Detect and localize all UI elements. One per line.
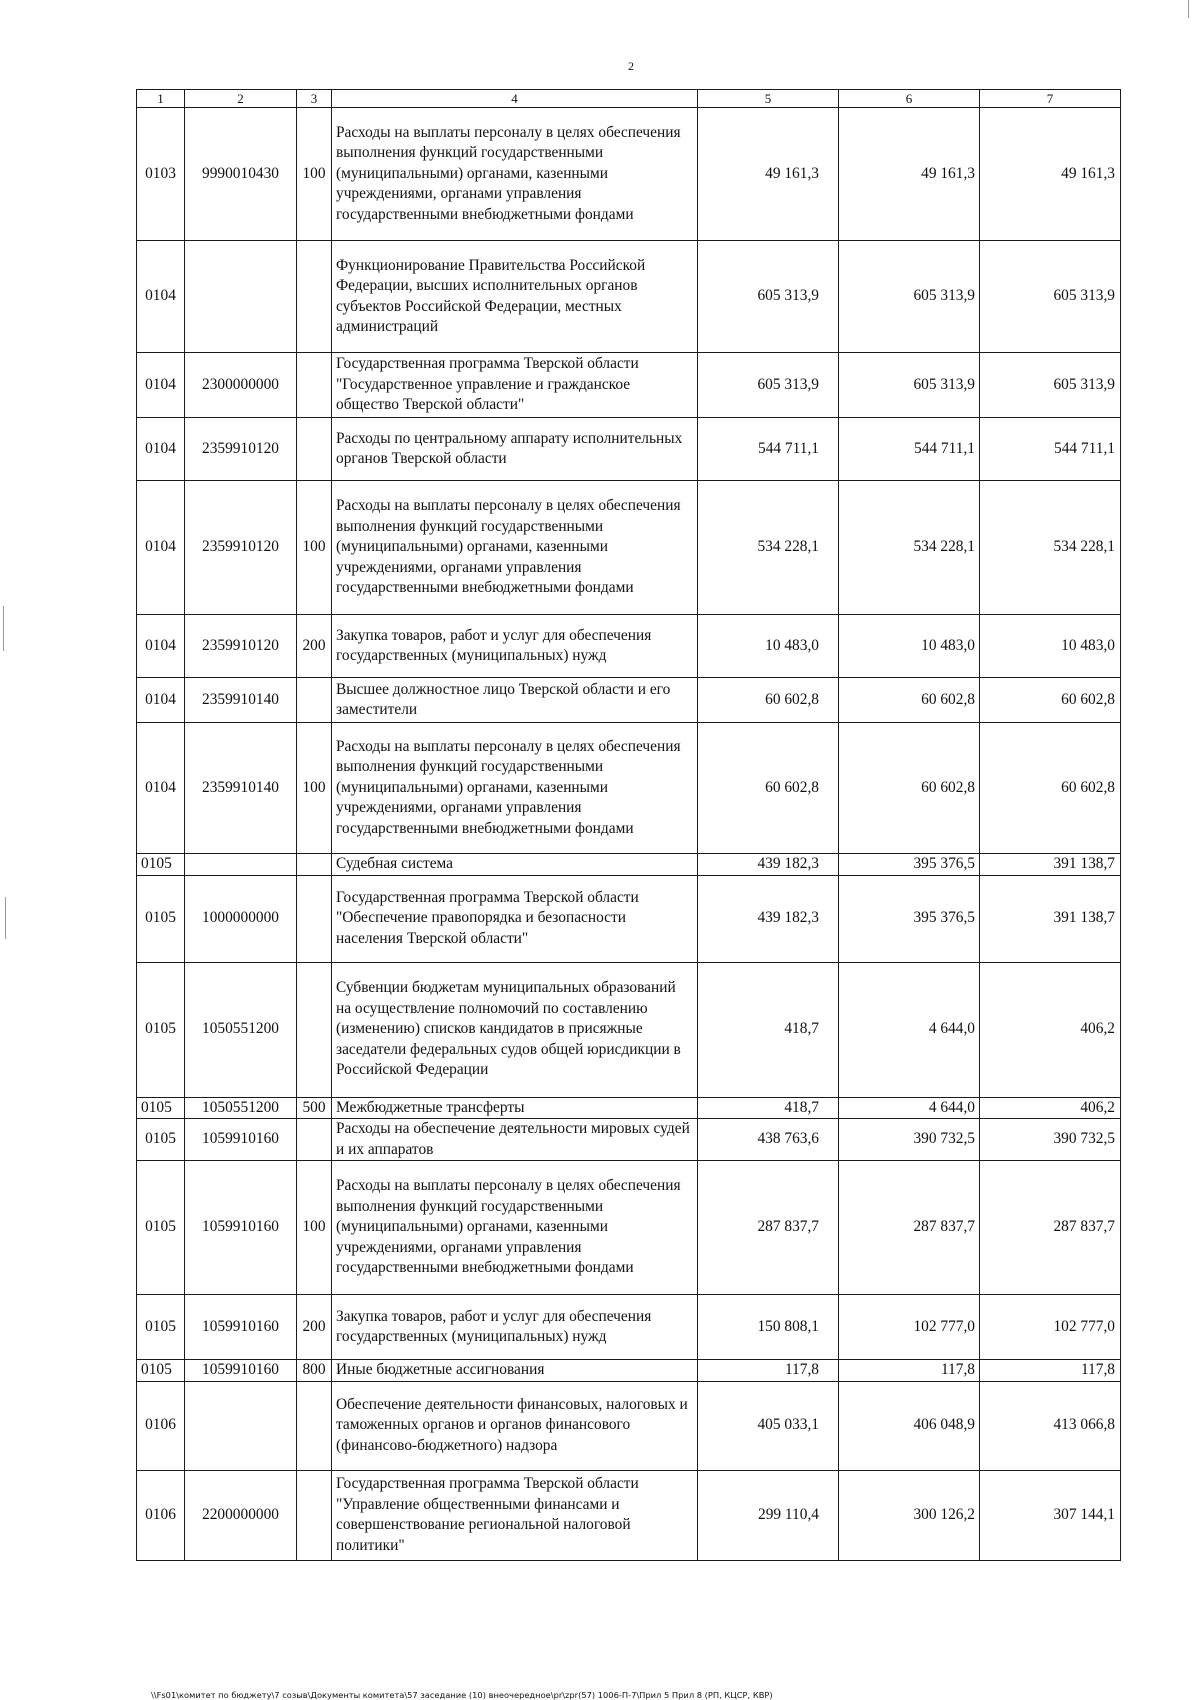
section-code: 0105: [137, 962, 185, 1097]
table-row: [137, 1161, 1121, 1295]
amount-column-7: 544 711,1: [980, 418, 1121, 481]
expense-type-code: 200: [297, 1295, 332, 1360]
target-article-code: 1059910160: [185, 1360, 297, 1382]
column-number-3: 3: [297, 90, 332, 108]
expense-type-code: [297, 854, 332, 876]
expense-type-code: 100: [297, 1161, 332, 1295]
section-code: 0103: [137, 108, 185, 241]
expense-type-code: [297, 1119, 332, 1161]
target-article-code: [185, 854, 297, 876]
amount-column-7: 391 138,7: [980, 854, 1121, 876]
amount-column-7: 287 837,7: [980, 1161, 1121, 1295]
table-row: [137, 1360, 1121, 1382]
section-code: 0104: [137, 481, 185, 615]
column-number-7: 7: [980, 90, 1121, 108]
target-article-code: [185, 1381, 297, 1470]
column-number-5: 5: [698, 90, 839, 108]
expense-type-code: [297, 241, 332, 353]
target-article-code: 2359910140: [185, 723, 297, 854]
amount-column-6: 605 313,9: [839, 353, 980, 418]
column-number-4: 4: [332, 90, 698, 108]
table-row: [137, 418, 1121, 481]
amount-column-6: 60 602,8: [839, 678, 980, 723]
amount-column-6: 390 732,5: [839, 1119, 980, 1161]
expense-type-code: 800: [297, 1360, 332, 1382]
amount-column-6: 102 777,0: [839, 1295, 980, 1360]
amount-column-5: 438 763,6: [698, 1119, 839, 1161]
amount-column-7: 49 161,3: [980, 108, 1121, 241]
target-article-code: 1059910160: [185, 1295, 297, 1360]
expense-name: Судебная система: [332, 854, 698, 876]
amount-column-7: 60 602,8: [980, 723, 1121, 854]
amount-column-6: 605 313,9: [839, 241, 980, 353]
amount-column-7: 307 144,1: [980, 1470, 1121, 1560]
scan-edge-mark: [1188, 0, 1189, 18]
table-row: [137, 678, 1121, 723]
target-article-code: 1059910160: [185, 1119, 297, 1161]
table-row: [137, 481, 1121, 615]
amount-column-5: 10 483,0: [698, 615, 839, 678]
amount-column-5: 418,7: [698, 1097, 839, 1119]
section-code: 0104: [137, 615, 185, 678]
target-article-code: 1059910160: [185, 1161, 297, 1295]
amount-column-6: 49 161,3: [839, 108, 980, 241]
column-number-row: [137, 90, 1121, 108]
table-row: [137, 875, 1121, 962]
amount-column-7: 534 228,1: [980, 481, 1121, 615]
amount-column-7: 605 313,9: [980, 353, 1121, 418]
section-code: 0105: [137, 1161, 185, 1295]
amount-column-6: 4 644,0: [839, 962, 980, 1097]
amount-column-6: 10 483,0: [839, 615, 980, 678]
scan-edge-mark: [3, 606, 4, 651]
page-number: 2: [628, 59, 634, 73]
amount-column-7: 117,8: [980, 1360, 1121, 1382]
target-article-code: 1050551200: [185, 962, 297, 1097]
amount-column-7: 605 313,9: [980, 241, 1121, 353]
section-code: 0104: [137, 241, 185, 353]
amount-column-5: 287 837,7: [698, 1161, 839, 1295]
scan-edge-mark: [5, 897, 6, 939]
table-row: [137, 723, 1121, 854]
target-article-code: 1000000000: [185, 875, 297, 962]
target-article-code: 9990010430: [185, 108, 297, 241]
table-row: [137, 108, 1121, 241]
table-row: [137, 353, 1121, 418]
amount-column-5: 418,7: [698, 962, 839, 1097]
expense-type-code: 100: [297, 481, 332, 615]
amount-column-6: 117,8: [839, 1360, 980, 1382]
column-number-6: 6: [839, 90, 980, 108]
section-code: 0104: [137, 353, 185, 418]
target-article-code: 1050551200: [185, 1097, 297, 1119]
amount-column-7: 406,2: [980, 1097, 1121, 1119]
section-code: 0105: [137, 1097, 185, 1119]
expense-name: Расходы по центральному аппарату исполнительных органов Тверской области: [332, 418, 698, 481]
amount-column-7: 102 777,0: [980, 1295, 1121, 1360]
expense-type-code: 200: [297, 615, 332, 678]
amount-column-7: 413 066,8: [980, 1381, 1121, 1470]
column-number-1: 1: [137, 90, 185, 108]
table-row: [137, 241, 1121, 353]
expense-type-code: [297, 418, 332, 481]
section-code: 0105: [137, 1360, 185, 1382]
expense-name: Расходы на выплаты персоналу в целях обеспечения выполнения функций государственными (муниципальными) органами, казенными учреждениями, органами управления государственными внебюджетными фондами: [332, 723, 698, 854]
amount-column-6: 395 376,5: [839, 854, 980, 876]
expense-name: Расходы на выплаты персоналу в целях обеспечения выполнения функций государственными (муниципальными) органами, казенными учреждениями, органами управления государственными внебюджетными фондами: [332, 1161, 698, 1295]
table-row: [137, 1381, 1121, 1470]
expense-type-code: 100: [297, 723, 332, 854]
target-article-code: 2300000000: [185, 353, 297, 418]
expense-name: Обеспечение деятельности финансовых, налоговых и таможенных органов и органов финансового (финансово-бюджетного) надзора: [332, 1381, 698, 1470]
amount-column-7: 60 602,8: [980, 678, 1121, 723]
section-code: 0105: [137, 875, 185, 962]
target-article-code: 2359910120: [185, 418, 297, 481]
amount-column-5: 49 161,3: [698, 108, 839, 241]
amount-column-7: 406,2: [980, 962, 1121, 1097]
expense-name: Функционирование Правительства Российской Федерации, высших исполнительных органов субъектов Российской Федерации, местных администраций: [332, 241, 698, 353]
file-path-footer: \\Fs01\комитет по бюджету\7 созыв\Документы комитета\57 заседание (10) внеочередное\pr\zpr(57) 1006-П-7\Прил 5 Прил 8 (РП, КЦСР, КВР): [151, 1690, 773, 1700]
amount-column-6: 60 602,8: [839, 723, 980, 854]
expense-type-code: [297, 678, 332, 723]
section-code: 0104: [137, 678, 185, 723]
table-row: [137, 615, 1121, 678]
amount-column-5: 534 228,1: [698, 481, 839, 615]
expense-name: Государственная программа Тверской области "Государственное управление и гражданское общество Тверской области": [332, 353, 698, 418]
expense-name: Расходы на выплаты персоналу в целях обеспечения выполнения функций государственными (муниципальными) органами, казенными учреждениями, органами управления государственными внебюджетными фондами: [332, 108, 698, 241]
section-code: 0106: [137, 1470, 185, 1560]
table-row: [137, 1295, 1121, 1360]
expense-name: Государственная программа Тверской области "Обеспечение правопорядка и безопасности населения Тверской области": [332, 875, 698, 962]
target-article-code: 2359910140: [185, 678, 297, 723]
section-code: 0105: [137, 1295, 185, 1360]
expense-type-code: [297, 875, 332, 962]
amount-column-6: 4 644,0: [839, 1097, 980, 1119]
expense-type-code: [297, 1470, 332, 1560]
section-code: 0104: [137, 723, 185, 854]
expense-name: Закупка товаров, работ и услуг для обеспечения государственных (муниципальных) нужд: [332, 615, 698, 678]
section-code: 0105: [137, 854, 185, 876]
amount-column-5: 439 182,3: [698, 854, 839, 876]
amount-column-5: 60 602,8: [698, 678, 839, 723]
amount-column-7: 391 138,7: [980, 875, 1121, 962]
amount-column-5: 439 182,3: [698, 875, 839, 962]
expense-name: Межбюджетные трансферты: [332, 1097, 698, 1119]
target-article-code: 2359910120: [185, 615, 297, 678]
section-code: 0104: [137, 418, 185, 481]
budget-table: [136, 89, 1121, 1561]
expense-name: Расходы на обеспечение деятельности мировых судей и их аппаратов: [332, 1119, 698, 1161]
amount-column-5: 605 313,9: [698, 353, 839, 418]
amount-column-5: 605 313,9: [698, 241, 839, 353]
table-row: [137, 1119, 1121, 1161]
amount-column-7: 390 732,5: [980, 1119, 1121, 1161]
amount-column-5: 117,8: [698, 1360, 839, 1382]
table-row: [137, 1097, 1121, 1119]
column-number-2: 2: [185, 90, 297, 108]
section-code: 0106: [137, 1381, 185, 1470]
amount-column-7: 10 483,0: [980, 615, 1121, 678]
table-row: [137, 962, 1121, 1097]
table-row: [137, 854, 1121, 876]
expense-type-code: [297, 353, 332, 418]
expense-type-code: 100: [297, 108, 332, 241]
target-article-code: [185, 241, 297, 353]
amount-column-6: 300 126,2: [839, 1470, 980, 1560]
section-code: 0105: [137, 1119, 185, 1161]
amount-column-5: 544 711,1: [698, 418, 839, 481]
expense-name: Высшее должностное лицо Тверской области и его заместители: [332, 678, 698, 723]
expense-name: Закупка товаров, работ и услуг для обеспечения государственных (муниципальных) нужд: [332, 1295, 698, 1360]
expense-type-code: [297, 962, 332, 1097]
expense-type-code: 500: [297, 1097, 332, 1119]
amount-column-6: 534 228,1: [839, 481, 980, 615]
table-row: [137, 1470, 1121, 1560]
expense-name: Расходы на выплаты персоналу в целях обеспечения выполнения функций государственными (муниципальными) органами, казенными учреждениями, органами управления государственными внебюджетными фондами: [332, 481, 698, 615]
amount-column-5: 150 808,1: [698, 1295, 839, 1360]
amount-column-5: 60 602,8: [698, 723, 839, 854]
target-article-code: 2359910120: [185, 481, 297, 615]
expense-type-code: [297, 1381, 332, 1470]
amount-column-6: 395 376,5: [839, 875, 980, 962]
target-article-code: 2200000000: [185, 1470, 297, 1560]
amount-column-6: 406 048,9: [839, 1381, 980, 1470]
expense-name: Иные бюджетные ассигнования: [332, 1360, 698, 1382]
amount-column-5: 405 033,1: [698, 1381, 839, 1470]
amount-column-6: 544 711,1: [839, 418, 980, 481]
expense-name: Субвенции бюджетам муниципальных образований на осуществление полномочий по составлению (изменению) списков кандидатов в присяжные заседатели федеральных судов общей юрисдикции в Российской Федерации: [332, 962, 698, 1097]
amount-column-5: 299 110,4: [698, 1470, 839, 1560]
amount-column-6: 287 837,7: [839, 1161, 980, 1295]
expense-name: Государственная программа Тверской области "Управление общественными финансами и совершенствование региональной налоговой политики": [332, 1470, 698, 1560]
